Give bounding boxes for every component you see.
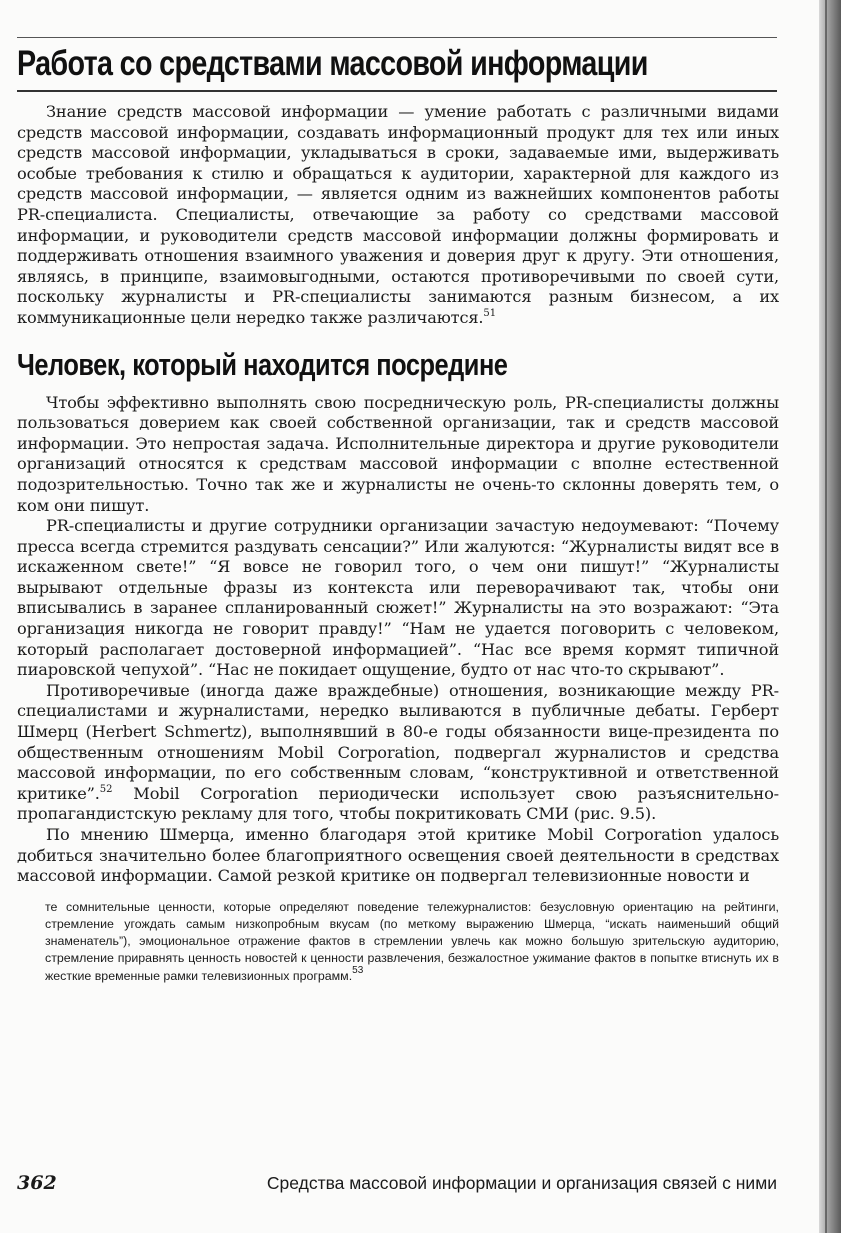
footnote-ref-51: 51 bbox=[483, 307, 497, 319]
page-number: 362 bbox=[17, 1172, 57, 1194]
paragraph-media-knowledge bbox=[17, 102, 779, 329]
title-underline bbox=[17, 90, 777, 92]
paragraph-text: Знание средств массовой информации — умение работать с различными видами средств массовой информации, создавать информационный продукт для тех или иных средств массовой информации, укладываться в сроки, задаваемые ими, выдерживать особые требования к стилю и обращаться к аудитории, характерной для каждого из средств массовой информации, — является одним из важнейших компонентов работы PR-специалиста. Специалисты, отвечающие за работу со средствами массовой информации, и руководители средств массовой информации должны формировать и поддерживать отношения взаимного уважения и доверия друг к другу. Эти отношения, являясь, в принципе, взаимовыгодными, остаются противоречивыми по своей сути, поскольку журналисты и PR-специалисты занимаются разным бизнесом, а их коммуникационные цели нередко также различаются. bbox=[17, 102, 779, 327]
paragraph-trust: Чтобы эффективно выполнять свою посредническую роль, PR-специалисты должны пользоваться доверием как своей собственной организации, так и средств массовой информации. Это непростая задача. Исполнительные директора и другие руководители организаций относятся к средствам массовой информации с вполне естественной подозрительностью. Точно так же и журналисты не очень-то склонны доверять тем, о ком они пишут. bbox=[17, 392, 779, 515]
page-binding-line bbox=[825, 0, 827, 1233]
running-title: Средства массовой информации и организация связей с ними bbox=[266, 1173, 777, 1193]
paragraph-complaints: PR-специалисты и другие сотрудники организации зачастую недоумевают: “Почему пресса всегда стремится раздувать сенсации?” Или жалуются: “Журналисты видят все в искаженном свете!” “Я вовсе не говорил того, о чем они пишут!” “Журналисты вырывают отдельные фразы из контекста или переворачивают так, чтобы они вписывались в заранее спланированный сюжет!” Журналисты на это возражают: “Эта организация никогда не говорит правду!” “Нам не удается поговорить с человеком, который располагает достоверной информацией”. “Нас все время кормят типичной пиаровской чепухой”. “Нас не покидает ощущение, будто от нас что-то скрывают”. bbox=[17, 516, 779, 680]
paragraph-schmertz bbox=[17, 681, 779, 825]
paragraph-text-tail: Mobil Corporation периодически использует свою разъяснительно-пропагандистскую рекламу для того, чтобы покритиковать СМИ (рис. 9.5). bbox=[17, 783, 779, 824]
quote-text: те сомнительные ценности, которые определяют поведение тележурналистов: безусловную ориентацию на рейтинги, стремление угождать самым низкопробным вкусам (по меткому выражению Шмерца, “искать наименьший общий знаменатель”), эмоциональное отражение фактов в стремлении увлечь как можно большую зрительскую аудиторию, стремление приравнять ценность новостей к ценности развлечения, безжалостное ужимание фактов в попытке втиснуть их в жесткие временные рамки телевизионных программ. bbox=[45, 899, 779, 983]
footnote-ref-53: 53 bbox=[352, 964, 364, 976]
paragraph-criticism: По мнению Шмерца, именно благодаря этой критике Mobil Corporation удалось добиться значительно более благоприятного освещения своей деятельности в средствах массовой информации. Самой резкой критике он подвергал телевизионные новости и bbox=[17, 825, 779, 886]
page-footer bbox=[17, 1171, 777, 1195]
block-quote bbox=[45, 899, 779, 985]
paragraph-text: Противоречивые (иногда даже враждебные) отношения, возникающие между PR-специалистами и журналистами, нередко выливаются в публичные дебаты. Герберт Шмерц (Herbert Schmertz), выполнявший в 80-е годы обязанности вице-президента по общественным отношениям Mobil Corporation, подвергал журналистов и средства массовой информации, по его собственным словам, “конструктивной и ответственной критике”. bbox=[17, 680, 779, 803]
footnote-ref-52: 52 bbox=[99, 783, 113, 795]
page-content bbox=[17, 40, 779, 985]
section-title-media-relations: Работа со средствами массовой информации bbox=[17, 44, 648, 83]
section-title-person-in-middle: Человек, который находится посредине bbox=[17, 346, 508, 382]
page-binding-edge bbox=[819, 0, 841, 1233]
top-rule bbox=[17, 37, 777, 38]
